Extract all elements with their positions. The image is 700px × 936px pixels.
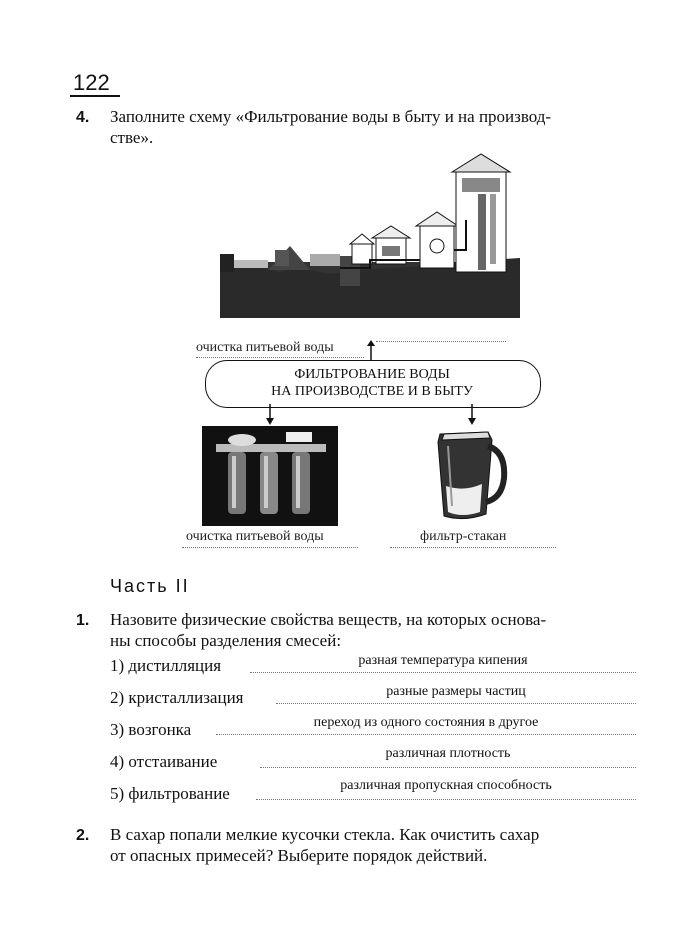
- task2-text-line1: В сахар попали мелкие кусочки стекла. Как очистить сахар: [110, 825, 540, 844]
- page-number: 122: [73, 70, 110, 95]
- property-answer-3: переход из одного состояния в другое: [313, 715, 539, 730]
- water-treatment-plant-illustration: [220, 150, 520, 318]
- scheme-left-dotline: [182, 547, 358, 548]
- property-dotline-1: [250, 672, 636, 673]
- task4-text-line2: стве».: [110, 128, 154, 147]
- property-dotline-2: [276, 703, 636, 704]
- property-label-3: 3) возгонка: [110, 720, 192, 739]
- scheme-top-dotline: [196, 357, 364, 358]
- task4-text-line1: Заполните схему «Фильтрование воды в быту и на производ-: [110, 107, 552, 126]
- scheme-right-label: фильтр-стакан: [420, 529, 507, 544]
- scheme-left-label: очистка питьевой воды: [186, 529, 324, 544]
- task1-text-line2: ны способы разделения смесей:: [110, 631, 342, 650]
- down-arrow-left-icon: [264, 404, 276, 426]
- scheme-right-dotline: [390, 547, 556, 548]
- property-label-5: 5) фильтрование: [110, 784, 230, 803]
- scheme-center-line2: НА ПРОИЗВОДСТВЕ И В БЫТУ: [271, 384, 473, 399]
- property-answer-5: различная пропускная способность: [340, 778, 552, 793]
- property-answer-2: разные размеры частиц: [386, 684, 526, 699]
- property-label-4: 4) отстаивание: [110, 752, 218, 771]
- property-label-2: 2) кристаллизация: [110, 688, 244, 707]
- property-dotline-5: [256, 799, 636, 800]
- scheme-center-line1: ФИЛЬТРОВАНИЕ ВОДЫ: [294, 367, 450, 382]
- task2-text-line2: от опасных примесей? Выберите порядок действий.: [110, 846, 488, 865]
- property-dotline-4: [260, 767, 636, 768]
- property-dotline-3: [216, 734, 636, 735]
- page-number-underline: [70, 95, 120, 97]
- up-arrow-icon: [365, 340, 377, 362]
- property-answer-1: разная температура кипения: [358, 653, 528, 668]
- task1-number: 1.: [76, 612, 90, 629]
- scheme-top-label: очистка питьевой воды: [196, 340, 334, 355]
- water-filter-system-photo: [202, 426, 338, 526]
- scheme-top-dotline-right: [376, 341, 506, 342]
- property-label-1: 1) дистилляция: [110, 656, 222, 675]
- part2-title: Часть II: [110, 576, 190, 596]
- task1-text-line1: Назовите физические свойства веществ, на которых основа-: [110, 610, 547, 629]
- task4-number: 4.: [76, 109, 90, 126]
- filter-jug-photo: [430, 426, 510, 526]
- down-arrow-right-icon: [466, 404, 478, 426]
- property-answer-4: различная плотность: [385, 746, 511, 761]
- task2-number: 2.: [76, 827, 90, 844]
